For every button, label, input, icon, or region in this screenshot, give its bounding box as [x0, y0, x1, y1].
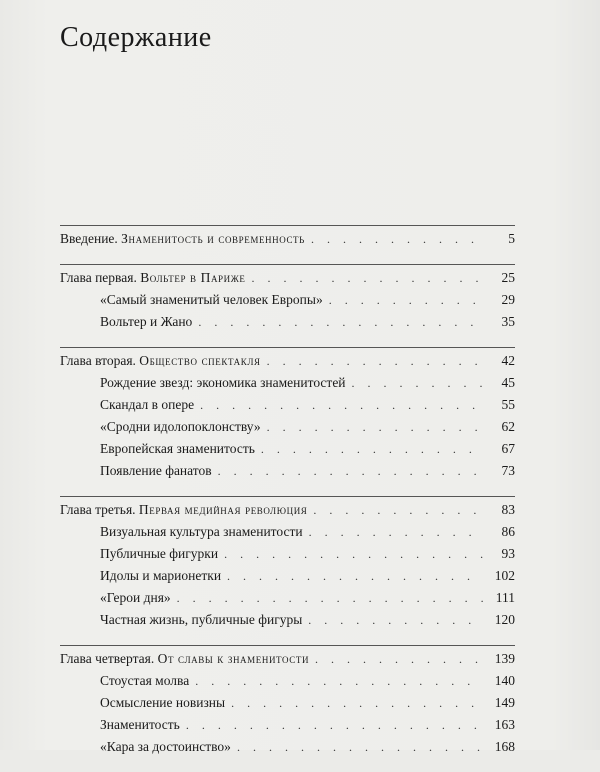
section-label: Осмысление новизны: [100, 695, 226, 710]
section-label: Вольтер и Жано: [100, 314, 193, 329]
toc-section-entry: [60, 311, 515, 333]
toc-section-entry: [60, 670, 515, 692]
chapter-title: Вольтер в Париже: [140, 270, 246, 285]
show-through-texture: [300, 12, 570, 228]
page-number: 111: [495, 590, 515, 605]
page-number: 149: [494, 695, 515, 710]
page-number: 102: [494, 568, 515, 583]
page-number: 120: [494, 612, 515, 627]
dot-leader: [186, 714, 483, 736]
section-label: Знаменитость: [100, 717, 180, 732]
toc-chapter-group: [60, 645, 515, 758]
toc-chapter-entry: [60, 499, 515, 521]
page-title: Содержание: [60, 22, 212, 53]
toc-section-entry: [60, 289, 515, 311]
chapter-prefix: Глава первая.: [60, 270, 141, 285]
section-label: Визуальная культура знаменитости: [100, 524, 303, 539]
section-label: Появление фанатов: [100, 463, 212, 478]
section-label: Частная жизнь, публичные фигуры: [100, 612, 303, 627]
toc-section-entry: [60, 714, 515, 736]
table-of-contents: [60, 225, 515, 772]
dot-leader: [231, 692, 483, 714]
dot-leader: [198, 311, 483, 333]
dot-leader: [224, 543, 483, 565]
page-number: 140: [494, 673, 515, 688]
page-number: 93: [501, 546, 515, 561]
dot-leader: [315, 648, 483, 670]
section-label: Идолы и марионетки: [100, 568, 222, 583]
page-number: 55: [501, 397, 515, 412]
toc-chapter-group: [60, 347, 515, 482]
dot-leader: [352, 372, 483, 394]
page-number: 73: [501, 463, 515, 478]
dot-leader: [267, 350, 483, 372]
section-label: «Герои дня»: [100, 590, 171, 605]
section-label: Стоустая молва: [100, 673, 190, 688]
chapter-prefix: Глава вторая.: [60, 353, 140, 368]
toc-chapter-group: [60, 264, 515, 333]
chapter-title: Знаменитость и современность: [121, 231, 305, 246]
dot-leader: [252, 267, 483, 289]
chapter-title: Общество спектакля: [139, 353, 261, 368]
toc-section-entry: [60, 587, 515, 609]
chapter-prefix: Введение.: [60, 231, 122, 246]
chapter-label: [60, 499, 307, 521]
dot-leader: [237, 736, 483, 758]
toc-section-entry: [60, 460, 515, 482]
toc-section-entry: [60, 609, 515, 631]
toc-chapter-group: [60, 496, 515, 631]
page-number: 45: [501, 375, 515, 390]
page-number: 67: [501, 441, 515, 456]
dot-leader: [195, 670, 483, 692]
dot-leader: [311, 228, 483, 250]
chapter-title: Первая медийная революция: [138, 502, 308, 517]
section-label: «Кара за достоинство»: [100, 739, 231, 754]
section-label: «Сродни идолопоклонству»: [100, 419, 261, 434]
section-label: Рождение звезд: экономика знаменитостей: [100, 375, 346, 390]
dot-leader: [200, 394, 483, 416]
chapter-label: [60, 267, 246, 289]
page-number: 62: [501, 419, 515, 434]
page-number: 139: [494, 651, 515, 666]
dot-leader: [227, 565, 483, 587]
toc-section-entry: [60, 372, 515, 394]
toc-chapter-entry: [60, 267, 515, 289]
toc-section-entry: [60, 692, 515, 714]
chapter-label: [60, 648, 309, 670]
toc-section-entry: [60, 394, 515, 416]
section-label: Скандал в опере: [100, 397, 195, 412]
page-number: 5: [508, 231, 515, 246]
page-number: 29: [501, 292, 515, 307]
chapter-label: [60, 350, 261, 372]
dot-leader: [308, 609, 483, 631]
chapter-prefix: Глава третья.: [60, 502, 139, 517]
page-number: 168: [494, 739, 515, 754]
toc-chapter-entry: [60, 350, 515, 372]
dot-leader: [177, 587, 483, 609]
toc-section-entry: [60, 521, 515, 543]
section-label: Европейская знаменитость: [100, 441, 255, 456]
page-number: 25: [501, 270, 515, 285]
page-number: 42: [501, 353, 515, 368]
toc-chapter-entry: [60, 648, 515, 670]
dot-leader: [267, 416, 483, 438]
dot-leader: [309, 521, 483, 543]
toc-section-entry: [60, 565, 515, 587]
toc-section-entry: [60, 543, 515, 565]
page-number: 86: [501, 524, 515, 539]
toc-chapter-group: [60, 225, 515, 250]
section-label: Публичные фигурки: [100, 546, 219, 561]
toc-section-entry: [60, 736, 515, 758]
toc-chapter-entry: [60, 228, 515, 250]
dot-leader: [313, 499, 483, 521]
dot-leader: [261, 438, 483, 460]
page-number: 35: [501, 314, 515, 329]
chapter-prefix: Глава четвертая.: [60, 651, 158, 666]
chapter-title: От славы к знаменитости: [157, 651, 310, 666]
chapter-label: [60, 228, 305, 250]
dot-leader: [218, 460, 483, 482]
page-number: 163: [494, 717, 515, 732]
dot-leader: [329, 289, 483, 311]
toc-section-entry: [60, 416, 515, 438]
page-number: 83: [501, 502, 515, 517]
toc-section-entry: [60, 438, 515, 460]
section-label: «Самый знаменитый человек Европы»: [100, 292, 323, 307]
